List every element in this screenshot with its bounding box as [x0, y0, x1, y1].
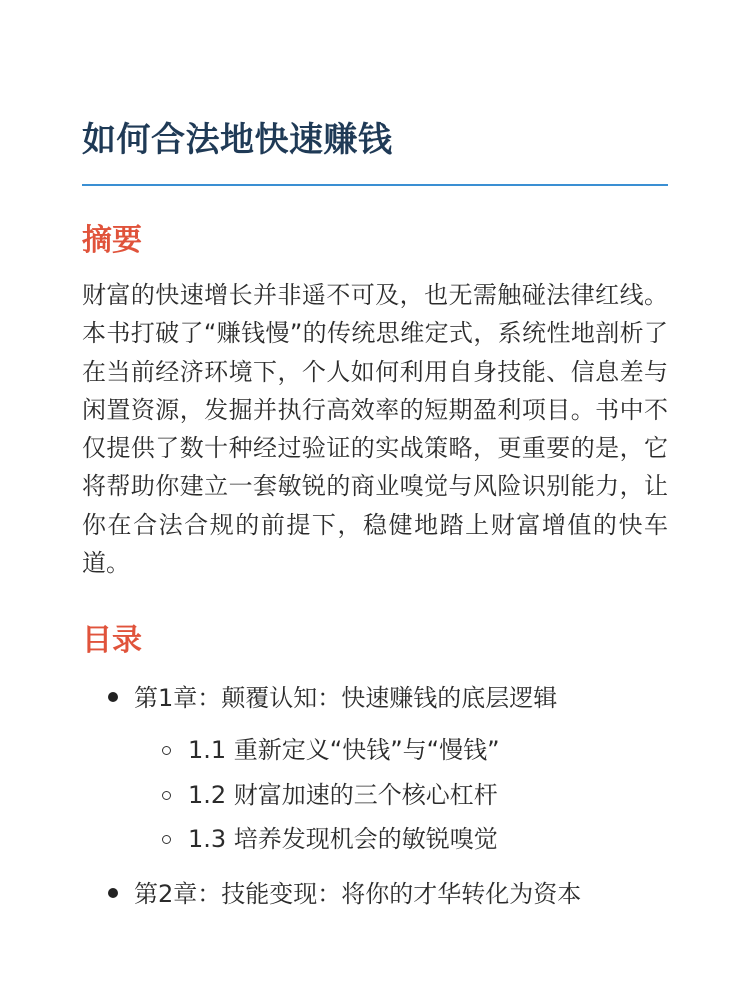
table-of-contents	[82, 678, 668, 914]
abstract-text: 财富的快速增长并非遥不可及，也无需触碰法律红线。本书打破了“赚钱慢”的传统思维定式，系统性地剖析了在当前经济环境下，个人如何利用自身技能、信息差与闲置资源，发掘并执行高效率的短期盈利项目。书中不仅提供了数十种经过验证的实战策略，更重要的是，它将帮助你建立一套敏锐的商业嗅觉与风险识别能力，让你在合法合规的前提下，稳健地踏上财富增值的快车道。	[82, 281, 668, 578]
abstract-heading: 摘要	[82, 223, 142, 258]
section-title: 1.1 重新定义“快钱”与“慢钱”	[188, 736, 500, 765]
toc-chapter-2	[82, 874, 668, 914]
page-title: 如何合法地快速赚钱	[82, 120, 393, 160]
chapter-title: 第1章：颠覆认知：快速赚钱的底层逻辑	[134, 684, 558, 713]
toc-section	[134, 817, 668, 862]
section-title: 1.3 培养发现机会的敏锐嗅觉	[188, 825, 498, 854]
chapter-1-sections	[134, 728, 668, 862]
bullet-circle-icon	[162, 835, 171, 844]
toc-section	[134, 773, 668, 818]
bullet-disc-icon	[108, 692, 118, 702]
section-title: 1.2 财富加速的三个核心杠杆	[188, 780, 498, 809]
chapter-title: 第2章：技能变现：将你的才华转化为资本	[134, 879, 582, 908]
bullet-circle-icon	[162, 746, 171, 755]
bullet-circle-icon	[162, 791, 171, 800]
bullet-disc-icon	[108, 888, 118, 898]
title-divider	[82, 184, 668, 186]
toc-section	[134, 728, 668, 773]
toc-heading: 目录	[82, 623, 142, 659]
toc-chapter-1	[82, 678, 668, 862]
